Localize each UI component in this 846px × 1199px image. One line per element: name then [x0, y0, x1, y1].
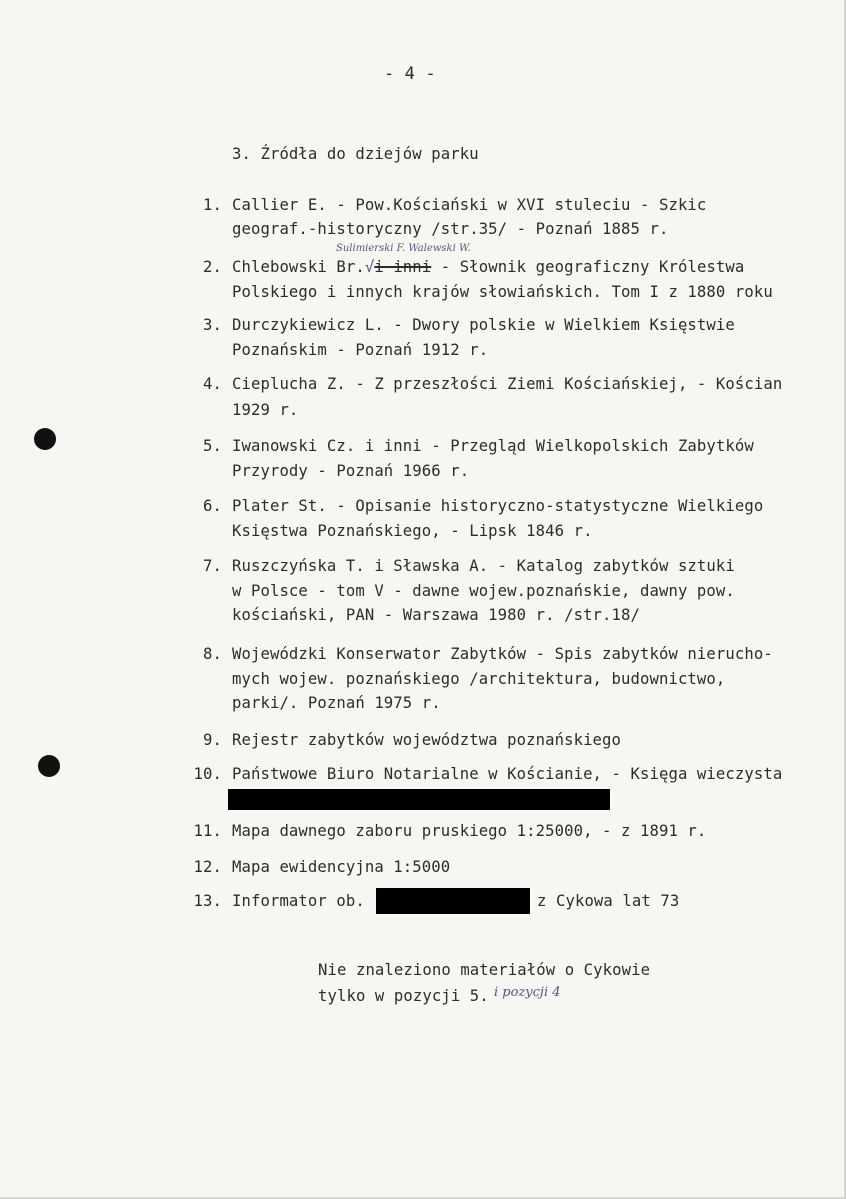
source-line: Informator ob. [232, 892, 365, 910]
punch-hole-top [34, 428, 56, 450]
source-number: 3. [203, 316, 222, 334]
source-line: Poznańskim - Poznań 1912 r. [232, 341, 489, 359]
insert-mark: √ [364, 258, 375, 276]
source-number: 8. [203, 645, 222, 663]
source-line: 1929 r. [232, 401, 299, 419]
source-line: Przyrody - Poznań 1966 r. [232, 462, 470, 480]
source-line: Ruszczyńska T. i Sławska A. - Katalog zabytków sztuki [232, 557, 735, 575]
source-number: 7. [203, 557, 222, 575]
source-line: Callier E. - Pow.Kościański w XVI stuleciu - Szkic [232, 196, 707, 214]
source-number: 1. [203, 196, 222, 214]
source-line: Rejestr zabytków województwa poznańskiego [232, 731, 622, 749]
footer-note-line: tylko w pozycji 5. [318, 987, 489, 1005]
source-number: 6. [203, 497, 222, 515]
source-line: Polskiego i innych krajów słowiańskich. Tom I z 1880 roku [232, 283, 773, 301]
source-number: 13. [193, 892, 222, 910]
source-line: Durczykiewicz L. - Dwory polskie w Wielkiem Księstwie [232, 316, 735, 334]
source-line: Cieplucha Z. - Z przeszłości Ziemi Kościańskiej, - Kościan [232, 375, 783, 393]
source-line: Państwowe Biuro Notarialne w Kościanie, - Księga wieczysta [232, 765, 783, 783]
punch-hole-bottom [38, 755, 60, 777]
source-number: 5. [203, 437, 222, 455]
source-line: kościański, PAN - Warszawa 1980 r. /str.18/ [232, 606, 640, 624]
source-line [232, 258, 744, 276]
source-number: 2. [203, 258, 222, 276]
source-line: Mapa ewidencyjna 1:5000 [232, 858, 451, 876]
source-number: 9. [203, 731, 222, 749]
source-line: Mapa dawnego zaboru pruskiego 1:25000, - z 1891 r. [232, 822, 707, 840]
source-line: z Cykowa lat 73 [537, 892, 680, 910]
source-line: Księstwa Poznańskiego, - Lipsk 1846 r. [232, 522, 593, 540]
source-line: parki/. Poznań 1975 r. [232, 694, 441, 712]
redaction-bar [228, 789, 610, 810]
section-title: 3. Źródła do dziejów parku [232, 145, 479, 163]
source-line-start: Chlebowski Br. [232, 258, 365, 276]
source-number: 10. [193, 765, 222, 783]
handwritten-insert: Sulimierski F. Walewski W. [336, 243, 471, 254]
source-line-rest: - Słownik geograficzny Królestwa [431, 258, 745, 276]
source-line: Iwanowski Cz. i inni - Przegląd Wielkopolskich Zabytków [232, 437, 754, 455]
source-number: 12. [193, 858, 222, 876]
redaction-bar [376, 888, 530, 914]
struck-text: i inni [374, 258, 432, 276]
source-line: geograf.-historyczny /str.35/ - Poznań 1885 r. [232, 220, 669, 238]
source-line: Plater St. - Opisanie historyczno-statystyczne Wielkiego [232, 497, 764, 515]
source-line: mych wojew. poznańskiego /architektura, budownictwo, [232, 670, 726, 688]
handwritten-note: i pozycji 4 [494, 985, 561, 1000]
page-number: - 4 - [384, 64, 436, 84]
footer-note-line: Nie znaleziono materiałów o Cykowie [318, 961, 651, 979]
source-line: w Polsce - tom V - dawne wojew.poznańskie, dawny pow. [232, 582, 735, 600]
source-number: 4. [203, 375, 222, 393]
source-number: 11. [193, 822, 222, 840]
source-line: Wojewódzki Konserwator Zabytków - Spis zabytków nierucho- [232, 645, 773, 663]
